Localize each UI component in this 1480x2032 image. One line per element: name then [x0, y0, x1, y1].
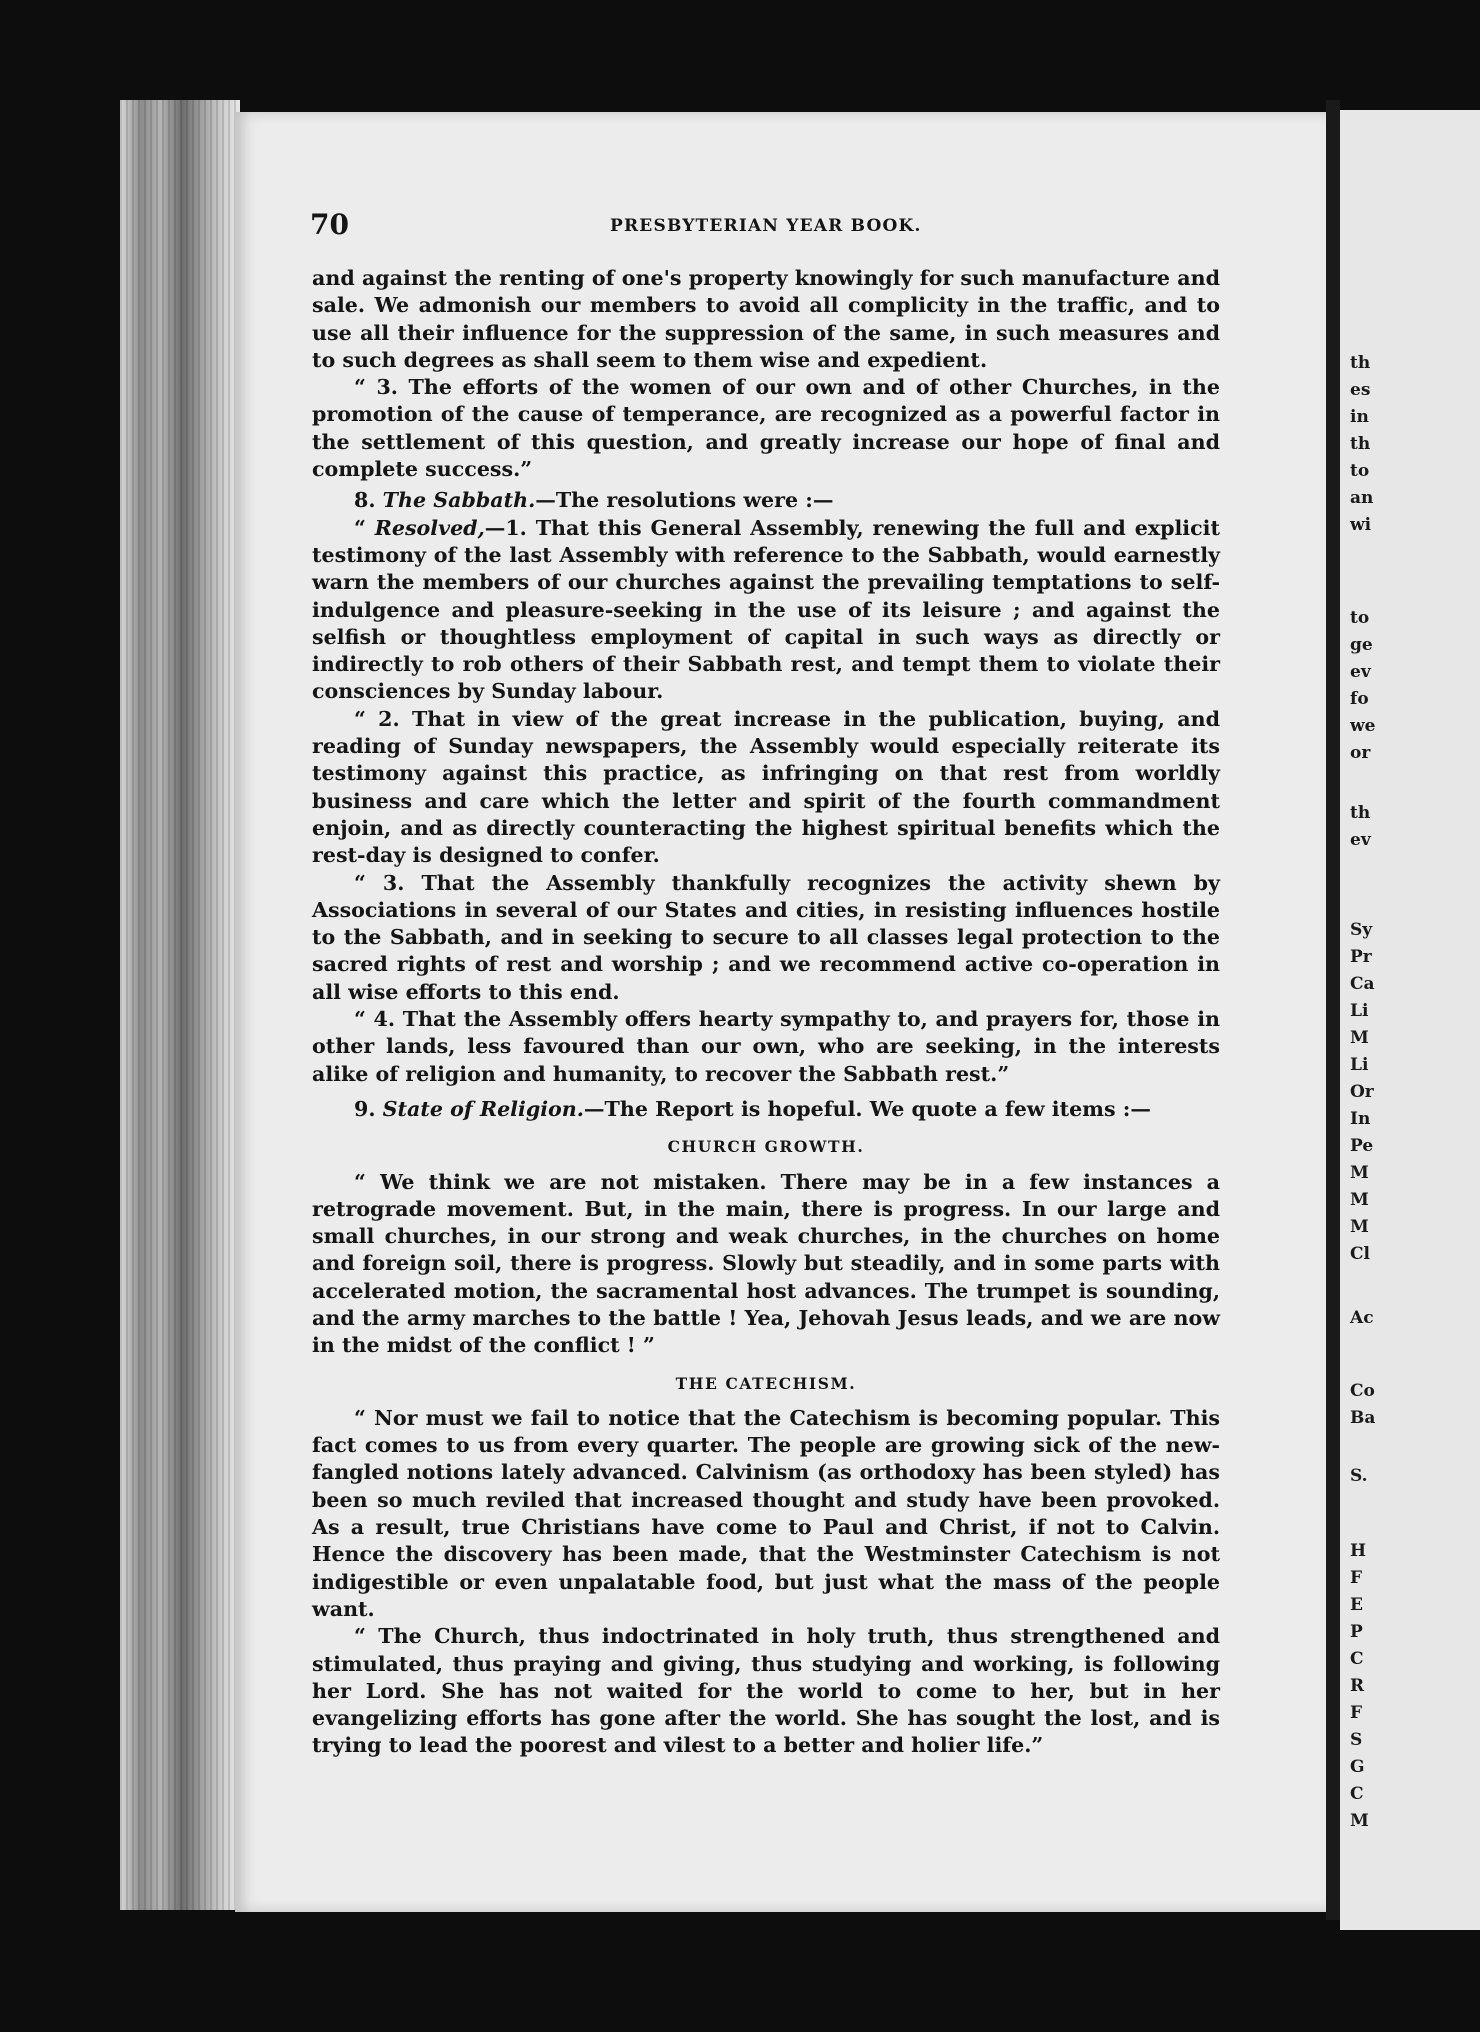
- facing-fragment: th: [1350, 434, 1371, 454]
- facing-fragment: ev: [1350, 830, 1371, 850]
- facing-fragment: Li: [1350, 1001, 1369, 1021]
- section-intro: —The Report is hopeful. We quote a few items :—: [583, 1096, 1151, 1121]
- section-label-state-of-religion: State of Religion.: [382, 1096, 584, 1121]
- facing-fragment: Pr: [1350, 947, 1372, 967]
- facing-fragment: in: [1350, 407, 1369, 427]
- facing-page-group: [1350, 1305, 1374, 1332]
- paragraph-sabbath-section: [312, 487, 1220, 514]
- facing-fragment: Ac: [1350, 1308, 1374, 1328]
- section-number: 9.: [354, 1096, 376, 1121]
- subheading-catechism: THE CATECHISM.: [675, 1373, 857, 1393]
- paragraph-catechism-2: “ The Church, thus indoctrinated in holy truth, thus strengthened and stimulated, thus praying and giving, thus studying and working, is following her Lord. She has not waited for the world to come to her, but in her evangelizing efforts has gone after the world. She has sought the lost, and is trying to lead the poorest and vilest to a better and holier life.”: [312, 1624, 1220, 1758]
- paragraph-state-of-religion: [312, 1096, 1220, 1123]
- facing-fragment: M: [1350, 1028, 1369, 1048]
- paragraph-sabbath-resolution-4: “ 4. That the Assembly offers hearty sympathy to, and prayers for, those in other lands, less favoured than our own, who are seeking, in the interests alike of religion and humanity, to recover the Sabbath rest.”: [312, 1007, 1220, 1086]
- facing-page-group: [1350, 1378, 1375, 1432]
- body-text: [312, 265, 1220, 1760]
- running-title: PRESBYTERIAN YEAR BOOK.: [610, 216, 922, 236]
- facing-page-fragment: [1340, 110, 1480, 1930]
- paragraph-church-growth: “ We think we are not mistaken. There may be in a few instances a retrograde movement. But, in the main, there is progress. In our large and small churches, in our strong and weak churches, in the churches on home and foreign soil, there is progress. Slowly but steadily, and in some parts with accelerated motion, the sacramental host advances. The trumpet is sounding, and the army marches to the battle ! Yea, Jehovah Jesus leads, and we are now in the midst of the conflict ! ”: [312, 1169, 1220, 1358]
- book-binding-edge: [120, 100, 240, 1910]
- facing-fragment: Cl: [1350, 1244, 1370, 1264]
- facing-fragment: Ca: [1350, 974, 1375, 994]
- subheading-church-growth: CHURCH GROWTH.: [667, 1137, 865, 1157]
- facing-fragment: Co: [1350, 1381, 1375, 1401]
- facing-fragment: th: [1350, 803, 1371, 823]
- page-gutter: [1326, 100, 1340, 1920]
- facing-page-group: [1350, 1538, 1369, 1835]
- facing-fragment: we: [1350, 716, 1376, 736]
- facing-fragment: Sy: [1350, 920, 1373, 940]
- facing-fragment: C: [1350, 1649, 1364, 1669]
- page-number: 70: [310, 208, 349, 241]
- facing-fragment: M: [1350, 1163, 1369, 1183]
- facing-fragment: C: [1350, 1784, 1364, 1804]
- facing-fragment: Ba: [1350, 1408, 1376, 1428]
- facing-fragment: Or: [1350, 1082, 1374, 1102]
- facing-fragment: F: [1350, 1568, 1363, 1588]
- facing-fragment: ge: [1350, 635, 1373, 655]
- paragraph-sabbath-resolution-3: “ 3. That the Assembly thankfully recognizes the activity shewn by Associations in several of our States and cities, in resisting influences hostile to the Sabbath, and in seeking to secure to all classes legal protection to the sacred rights of rest and worship ; and we recommend active co-operation in all wise efforts to this end.: [312, 870, 1220, 1004]
- facing-fragment: to: [1350, 461, 1370, 481]
- facing-fragment: es: [1350, 380, 1371, 400]
- section-number: 8.: [354, 488, 376, 513]
- facing-page-group: [1350, 917, 1375, 1268]
- facing-fragment: M: [1350, 1190, 1369, 1210]
- facing-fragment: E: [1350, 1595, 1363, 1615]
- facing-fragment: S: [1350, 1730, 1363, 1750]
- section-intro: —The resolutions were :—: [535, 488, 834, 513]
- paragraph-sabbath-resolution-2: “ 2. That in view of the great increase in the publication, buying, and reading of Sunday newspapers, the Assembly would especially reiterate its testimony against this practice, as infringing on that rest from worldly business and care which the letter and spirit of the fourth commandment enjoin, and as directly counteracting the highest spiritual benefits which the rest-day is designed to confer.: [312, 706, 1220, 868]
- facing-fragment: G: [1350, 1757, 1365, 1777]
- facing-fragment: S.: [1350, 1466, 1368, 1486]
- facing-fragment: In: [1350, 1109, 1371, 1129]
- facing-page-group: [1350, 1463, 1368, 1490]
- facing-page-group: [1350, 800, 1371, 854]
- facing-page-group: [1350, 605, 1375, 767]
- section-label-sabbath: The Sabbath.: [382, 488, 536, 513]
- facing-fragment: th: [1350, 353, 1371, 373]
- running-header: [310, 208, 1300, 244]
- facing-fragment: or: [1350, 743, 1371, 763]
- facing-fragment: fo: [1350, 689, 1369, 709]
- resolution-1-text: —1. That this General Assembly, renewing the full and explicit testimony of the last Assembly with reference to the Sabbath, would earnestly warn the members of our churches against the prevailing temptations to self-indulgence and pleasure-seeking in the use of its leisure ; and against the selfish or thoughtless employment of capital in such ways as directly or indirectly to rob others of their Sabbath rest, and tempt them to violate their consciences by Sunday labour.: [312, 515, 1221, 704]
- resolved-label: Resolved,: [374, 515, 485, 540]
- paragraph-sabbath-resolution-1: [312, 515, 1220, 706]
- facing-page-group: [1350, 350, 1373, 539]
- facing-fragment: H: [1350, 1541, 1367, 1561]
- paragraph-temperance-resolution-3: “ 3. The efforts of the women of our own and of other Churches, in the promotion of the cause of temperance, are recognized as a powerful factor in the settlement of this question, and greatly increase our hope of final and complete success.”: [312, 375, 1220, 482]
- paragraph-temperance-continued: and against the renting of one's property knowingly for such manufacture and sale. We admonish our members to avoid all complicity in the traffic, and to use all their influence for the suppression of the same, in such measures and to such degrees as shall seem to them wise and expedient.: [312, 266, 1220, 372]
- facing-fragment: Li: [1350, 1055, 1369, 1075]
- paragraph-catechism-1: “ Nor must we fail to notice that the Catechism is becoming popular. This fact comes to us from every quarter. The people are growing sick of the new-fangled notions lately advanced. Calvinism (as orthodoxy has been styled) has been so much reviled that increased thought and study have been provoked. As a result, true Christians have come to Paul and Christ, if not to Calvin. Hence the discovery has been made, that the Westminster Catechism is not indigestible or even unpalatable food, but just what the mass of the people want.: [312, 1405, 1220, 1621]
- facing-fragment: Pe: [1350, 1136, 1374, 1156]
- facing-fragment: M: [1350, 1811, 1369, 1831]
- facing-fragment: M: [1350, 1217, 1369, 1237]
- facing-fragment: an: [1350, 488, 1374, 508]
- facing-fragment: wi: [1350, 515, 1372, 535]
- facing-fragment: R: [1350, 1676, 1365, 1696]
- facing-fragment: ev: [1350, 662, 1371, 682]
- facing-fragment: F: [1350, 1703, 1363, 1723]
- open-quote: “: [354, 515, 366, 540]
- facing-fragment: P: [1350, 1622, 1363, 1642]
- facing-fragment: to: [1350, 608, 1370, 628]
